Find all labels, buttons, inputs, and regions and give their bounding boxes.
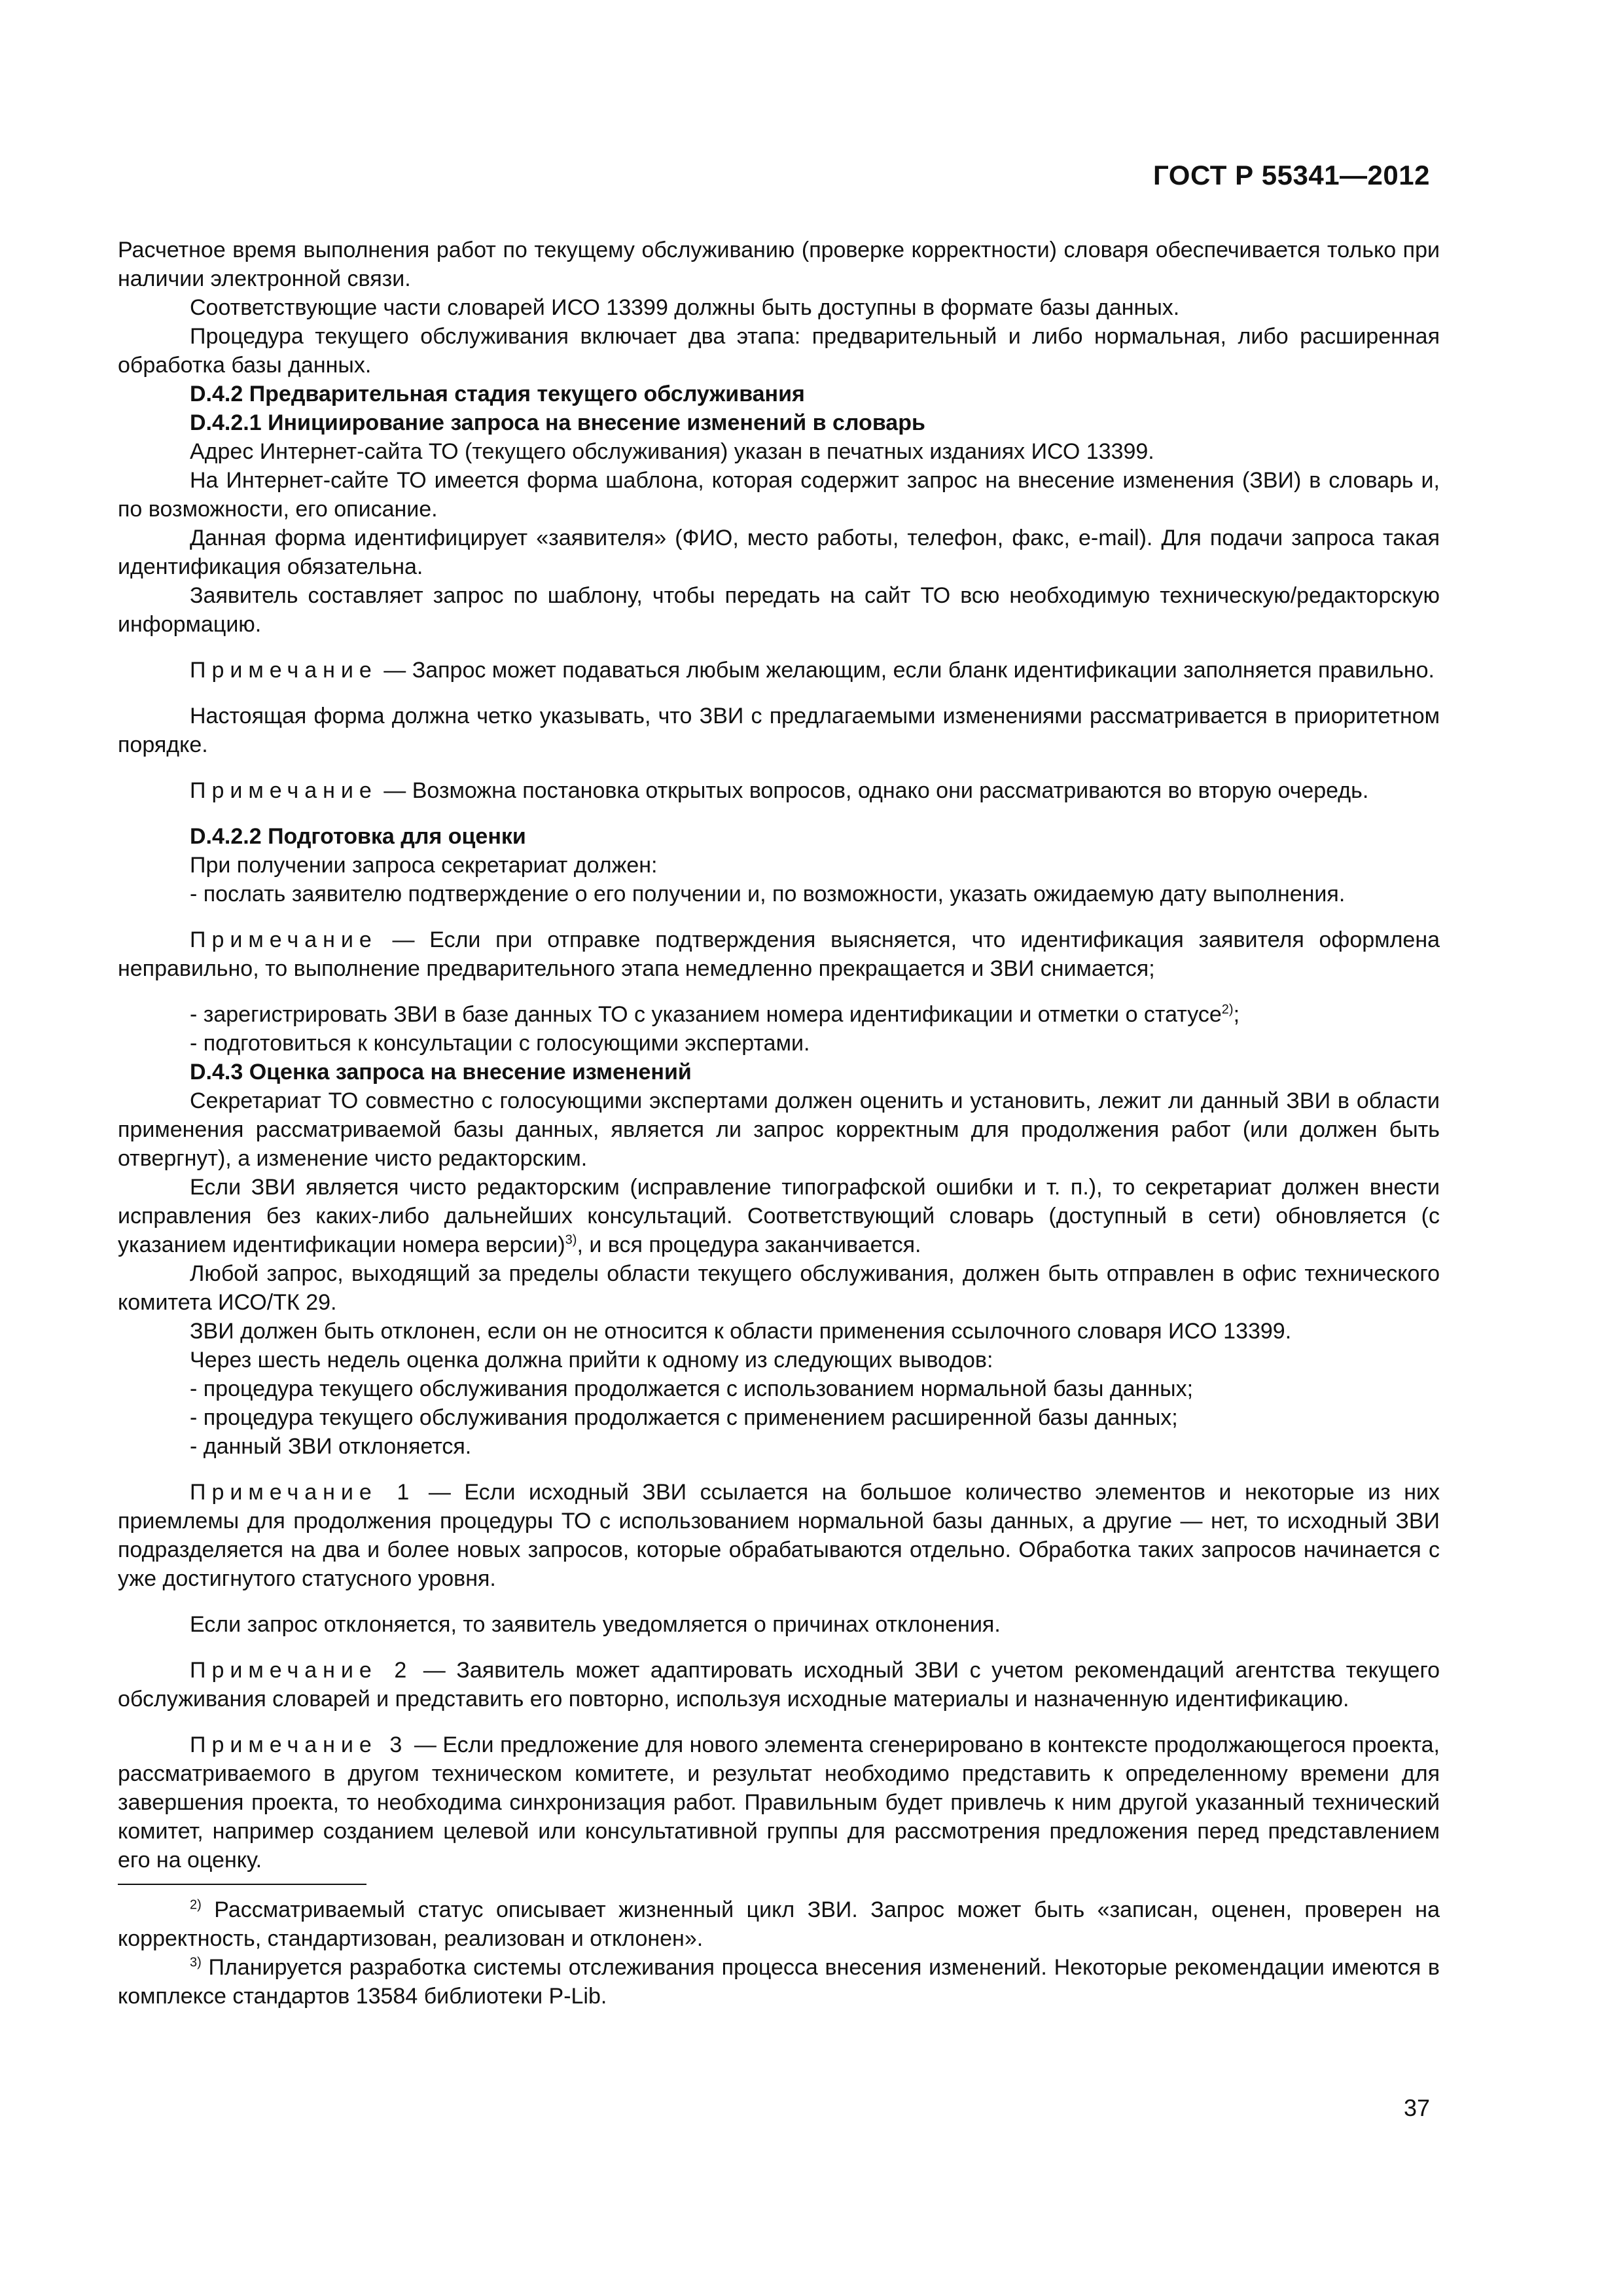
note-label: Примечание [190,778,378,803]
list-item: - процедура текущего обслуживания продолжается с применением расширенной базы данных; [190,1405,1178,1430]
footnote-mark: 2) [190,1897,202,1912]
document-body [118,236,1440,2011]
note-label: Примечание [190,1480,378,1505]
note-number: 2 [377,1658,413,1683]
list-item: - подготовиться к консультации с голосующими экспертами. [190,1031,810,1056]
paragraph: Адрес Интернет-сайта ТО (текущего обслуживания) указан в печатных изданиях ИСО 13399. [190,439,1154,464]
note-label: Примечание [190,658,378,683]
note-text: — Заявитель может адаптировать исходный ЗВИ с учетом рекомендаций агентства текущего обслуживания словарей и представить его повторно, используя исходные материалы и назначенную идентификацию. [118,1658,1440,1712]
footnote-mark: 3) [190,1955,202,1970]
footnote: $^{3)}$ Планируется разработка системы отслеживания процесса внесения изменений. Некоторые рекомендации имеются в комплексе стандартов 13584 библиотеки P-Lib. [118,1955,1440,2009]
paragraph: Настоящая форма должна четко указывать, что ЗВИ с предлагаемыми изменениями рассматривается в приоритетном порядке. [118,704,1440,757]
paragraph: При получении запроса секретариат должен: [190,853,658,878]
note-number: 3 [377,1732,408,1757]
paragraph: Через шесть недель оценка должна прийти к одному из следующих выводов: [190,1348,993,1372]
note-label: Примечание [190,1732,378,1757]
note-label: Примечание [190,1658,378,1683]
paragraph: На Интернет-сайте ТО имеется форма шаблона, которая содержит запрос на внесение изменения (ЗВИ) в словарь и, по возможности, его описание. [118,468,1440,522]
paragraph: Секретариат ТО совместно с голосующими экспертами должен оценить и установить, лежит ли данный ЗВИ в области применения рассматриваемой базы данных, является ли запрос корректным для продолжения работ (или должен быть отвергнут), а изменение чисто редакторским. [118,1088,1440,1171]
note-text: — Возможна постановка открытых вопросов, однако они рассматриваются во вторую очередь. [377,778,1369,803]
paragraph: Заявитель составляет запрос по шаблону, чтобы передать на сайт ТО всю необходимую техническую/редакторскую информацию. [118,583,1440,637]
paragraph: Соответствующие части словарей ИСО 13399 должны быть доступны в формате базы данных. [190,295,1180,320]
note-text: — Запрос может подаваться любым желающим, если бланк идентификации заполняется правильно. [377,658,1435,683]
paragraph: Данная форма идентифицирует «заявителя» (ФИО, место работы, телефон, факс, e-mail). Для подачи запроса такая идентификация обязательна. [118,526,1440,579]
paragraph: ЗВИ должен быть отклонен, если он не относится к области применения ссылочного словаря ИСО 13399. [190,1319,1292,1344]
paragraph: Любой запрос, выходящий за пределы области текущего обслуживания, должен быть отправлен в офис технического комитета ИСО/ТК 29. [118,1261,1440,1315]
note-label: Примечание [190,927,378,952]
list-item: - данный ЗВИ отклоняется. [190,1434,472,1459]
note [118,1478,1440,1593]
list-item: - процедура текущего обслуживания продолжается с использованием нормальной базы данных; [190,1376,1194,1401]
paragraph: Если запрос отклоняется, то заявитель уведомляется о причинах отклонения. [190,1612,1001,1637]
note [118,776,1440,805]
document-header: ГОСТ Р 55341—2012 [1153,160,1430,190]
section-heading: D.4.3 Оценка запроса на внесение изменений [190,1060,692,1085]
note [118,656,1440,685]
subsection-heading: D.4.2.2 Подготовка для оценки [190,824,526,849]
note-text: — Если предложение для нового элемента сгенерировано в контексте продолжающегося проекта, рассматриваемого в другом техническом комитете, и результат необходимо представить к определенному времени для завершения проекта, то необходима синхронизация работ. Правильным будет привлечь к ним другой указанный технический комитет, например созданием целевой или консультативной группы для рассмотрения предложения перед представлением его на оценку. [118,1732,1440,1873]
list-item: - послать заявителю подтверждение о его получении и, по возможности, указать ожидаемую дату выполнения. [190,882,1346,906]
page-number: 37 [1403,2094,1430,2121]
footnote-ref: 3) [565,1232,577,1247]
footnote-divider [118,1884,366,1885]
paragraph: Если ЗВИ является чисто редакторским (исправление типографской ошибки и т. п.), то секретариат должен внести исправления без каких-либо дальнейших консультаций. Соответствующий словарь (доступный в сети) обновляется (с указанием идентификации номера версии)$^{3)}$, и вся процедура заканчивается. [118,1175,1440,1257]
paragraph: Расчетное время выполнения работ по текущему обслуживанию (проверке корректности) словаря обеспечивается только при наличии электронной связи. [118,238,1440,291]
note-text: — Если при отправке подтверждения выясняется, что идентификация заявителя оформлена неправильно, то выполнение предварительного этапа немедленно прекращается и ЗВИ снимается; [118,927,1440,981]
note [118,1656,1440,1713]
note-text: — Если исходный ЗВИ ссылается на большое количество элементов и некоторые из них приемлемы для продолжения процедуры ТО с использованием нормальной базы данных, а другие — нет, то исходный ЗВИ подразделяется на два и более новых запросов, которые обрабатываются отдельно. Обработка таких запросов начинается с уже достигнутого статусного уровня. [118,1480,1440,1591]
note [118,1731,1440,1874]
footnote-ref: 2) [1221,1002,1234,1017]
paragraph: Процедура текущего обслуживания включает два этапа: предварительный и либо нормальная, либо расширенная обработка базы данных. [118,324,1440,378]
subsection-heading: D.4.2.1 Инициирование запроса на внесение изменений в словарь [190,410,925,435]
note-number: 1 [377,1480,416,1505]
section-heading: D.4.2 Предварительная стадия текущего обслуживания [190,382,805,406]
footnote: $^{2)}$ Рассматриваемый статус описывает жизненный цикл ЗВИ. Запрос может быть «записан, оценен, проверен на корректность, стандартизован, реализован и отклонен». [118,1897,1440,1951]
list-item: - зарегистрировать ЗВИ в базе данных ТО с указанием номера идентификации и отметки о статусе$^{2)}$; [190,1002,1240,1027]
note [118,925,1440,983]
